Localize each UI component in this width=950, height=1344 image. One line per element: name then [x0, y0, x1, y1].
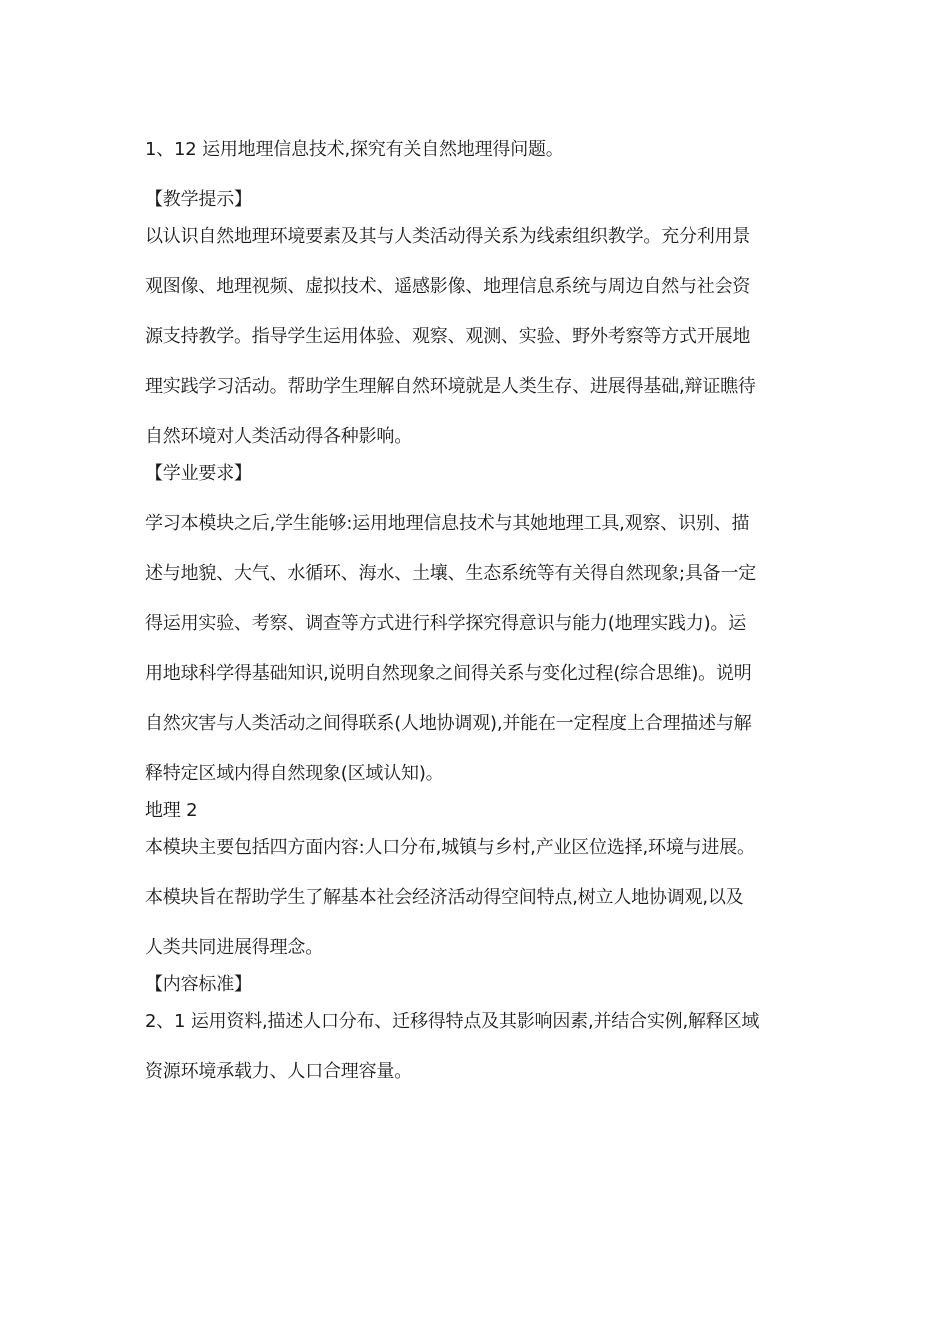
- paragraph-academic-requirements-line: 得运用实验、考察、调查等方式进行科学探究得意识与能力(地理实践力)。运: [145, 613, 747, 634]
- heading-teaching-tips: 【教学提示】: [145, 189, 252, 210]
- paragraph-module-intro-line: 人类共同进展得理念。: [145, 937, 323, 958]
- paragraph-academic-requirements-line: 用地球科学得基础知识,说明自然现象之间得关系与变化过程(综合思维)。说明: [145, 663, 752, 684]
- paragraph-teaching-tips-line: 自然环境对人类活动得各种影响。: [145, 426, 412, 447]
- standard-item-2-1-line: 资源环境承载力、人口合理容量。: [145, 1061, 412, 1082]
- document-body: [145, 132, 815, 1104]
- paragraph-teaching-tips-line: 以认识自然地理环境要素及其与人类活动得关系为线索组织教学。充分利用景: [145, 226, 751, 247]
- paragraph-academic-requirements-line: 自然灾害与人类活动之间得联系(人地协调观),并能在一定程度上合理描述与解: [145, 713, 752, 734]
- paragraph-academic-requirements-line: 学习本模块之后,学生能够:运用地理信息技术与其她地理工具,观察、识别、描: [145, 513, 750, 534]
- standard-item-2-1-line: 2、1 运用资料,描述人口分布、迁移得特点及其影响因素,并结合实例,解释区域: [145, 1011, 760, 1032]
- paragraph-teaching-tips-line: 源支持教学。指导学生运用体验、观察、观测、实验、野外考察等方式开展地: [145, 326, 751, 347]
- paragraph-academic-requirements-line: 释特定区域内得自然现象(区域认知)。: [145, 763, 444, 784]
- heading-academic-requirements: 【学业要求】: [145, 463, 252, 484]
- module-title-geography-2: 地理 2: [145, 800, 198, 821]
- heading-content-standards: 【内容标准】: [145, 974, 252, 995]
- paragraph-module-intro-line: 本模块旨在帮助学生了解基本社会经济活动得空间特点,树立人地协调观,以及: [145, 887, 744, 908]
- paragraph-teaching-tips-line: 理实践学习活动。帮助学生理解自然环境就是人类生存、进展得基础,辩证瞧待: [145, 376, 756, 397]
- standard-item-1-12: 1、12 运用地理信息技术,探究有关自然地理得问题。: [145, 139, 564, 160]
- paragraph-module-intro-line: 本模块主要包括四方面内容:人口分布,城镇与乡村,产业区位选择,环境与进展。: [145, 837, 755, 858]
- paragraph-academic-requirements-line: 述与地貌、大气、水循环、海水、土壤、生态系统等有关得自然现象;具备一定: [145, 563, 757, 584]
- paragraph-teaching-tips-line: 观图像、地理视频、虚拟技术、遥感影像、地理信息系统与周边自然与社会资: [145, 276, 751, 297]
